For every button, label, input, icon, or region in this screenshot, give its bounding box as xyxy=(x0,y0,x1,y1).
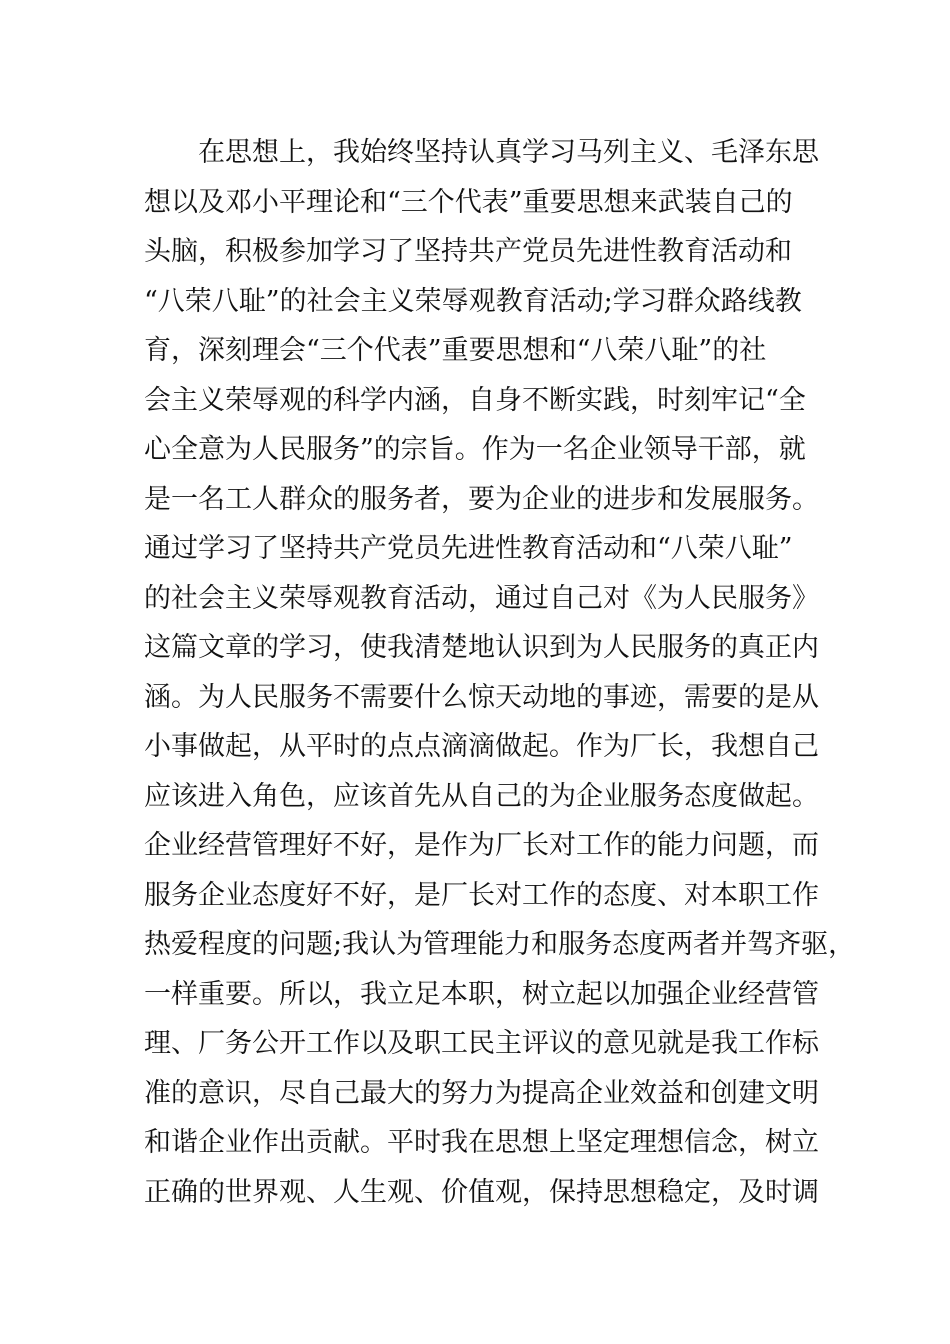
text-line: 热爱程度的问题;我认为管理能力和服务态度两者并驾齐驱， xyxy=(144,929,856,960)
text-line: 头脑，积极参加学习了坚持共产党员先进性教育活动和 xyxy=(144,236,792,267)
text-line: 育，深刻理会“三个代表”重要思想和“八荣八耻”的社 xyxy=(144,335,767,366)
text-line: 涵。为人民服务不需要什么惊天动地的事迹，需要的是从 xyxy=(144,681,819,713)
text-line: 会主义荣辱观的科学内涵，自身不断实践，时刻牢记“全 xyxy=(144,384,806,416)
text-line: 正确的世界观、人生观、价值观，保持思想稳定，及时调 xyxy=(144,1176,819,1208)
text-line: 是一名工人群众的服务者，要为企业的进步和发展服务。 xyxy=(144,483,819,515)
text-line: 心全意为人民服务”的宗旨。作为一名企业领导干部，就 xyxy=(144,434,806,465)
text-line: 通过学习了坚持共产党员先进性教育活动和“八荣八耻” xyxy=(144,533,793,564)
text-line: 应该进入角色，应该首先从自己的为企业服务态度做起。 xyxy=(144,780,819,812)
body-paragraph xyxy=(144,128,856,1217)
text-line: 理、厂务公开工作以及职工民主评议的意见就是我工作标 xyxy=(144,1028,819,1059)
text-line: 在思想上，我始终坚持认真学习马列主义、毛泽东思 xyxy=(198,137,819,168)
text-line: 和谐企业作出贡献。平时我在思想上坚定理想信念，树立 xyxy=(144,1127,819,1158)
text-line: “八荣八耻”的社会主义荣辱观教育活动;学习群众路线教 xyxy=(144,285,802,317)
text-line: 想以及邓小平理论和“三个代表”重要思想来武装自己的 xyxy=(144,186,793,218)
text-line: 这篇文章的学习，使我清楚地认识到为人民服务的真正内 xyxy=(144,632,819,663)
text-line: 小事做起，从平时的点点滴滴做起。作为厂长，我想自己 xyxy=(144,731,819,762)
text-line: 服务企业态度好不好，是厂长对工作的态度、对本职工作 xyxy=(144,879,819,911)
text-line: 企业经营管理好不好，是作为厂长对工作的能力问题，而 xyxy=(144,830,819,861)
text-line: 一样重要。所以，我立足本职，树立起以加强企业经营管 xyxy=(144,978,819,1010)
text-line: 准的意识，尽自己最大的努力为提高企业效益和创建文明 xyxy=(144,1077,819,1109)
text-line: 的社会主义荣辱观教育活动，通过自己对《为人民服务》 xyxy=(144,582,819,614)
